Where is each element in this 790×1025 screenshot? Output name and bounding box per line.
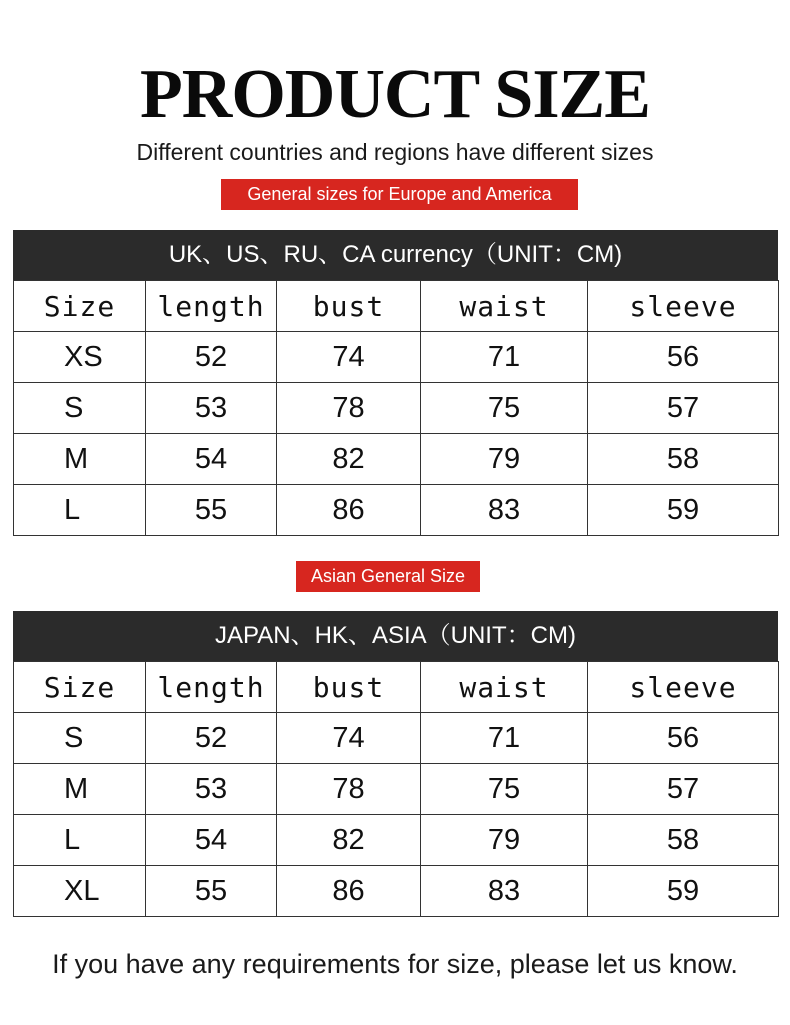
column-header-size: Size <box>14 281 146 332</box>
size-cell: L <box>14 485 146 536</box>
column-header-sleeve: sleeve <box>588 281 779 332</box>
column-header-length: length <box>146 662 277 713</box>
footer-note: If you have any requirements for size, please let us know. <box>52 949 738 979</box>
bust-cell: 78 <box>277 383 421 434</box>
column-header-bust: bust <box>277 662 421 713</box>
bust-cell: 82 <box>277 815 421 866</box>
section-tag-europe-america: General sizes for Europe and America <box>221 179 578 210</box>
bust-cell: 74 <box>277 332 421 383</box>
table-header-banner: UK、US、RU、CA currency（UNIT：CM) <box>13 230 778 280</box>
length-cell: 55 <box>146 866 277 917</box>
column-header-size: Size <box>14 662 146 713</box>
size-table <box>13 280 779 536</box>
sleeve-cell: 57 <box>588 764 779 815</box>
size-cell: S <box>14 713 146 764</box>
size-cell: M <box>14 434 146 485</box>
waist-cell: 75 <box>421 383 588 434</box>
sleeve-cell: 57 <box>588 383 779 434</box>
column-header-row <box>14 281 779 332</box>
table-row <box>14 332 779 383</box>
table-row <box>14 485 779 536</box>
waist-cell: 79 <box>421 815 588 866</box>
size-table-asian <box>13 611 778 917</box>
table-row <box>14 815 779 866</box>
size-cell: XL <box>14 866 146 917</box>
column-header-row <box>14 662 779 713</box>
bust-cell: 74 <box>277 713 421 764</box>
waist-cell: 71 <box>421 713 588 764</box>
size-table-europe-america <box>13 230 778 536</box>
waist-cell: 79 <box>421 434 588 485</box>
bust-cell: 86 <box>277 866 421 917</box>
size-cell: M <box>14 764 146 815</box>
page-title: PRODUCT SIZE <box>140 56 650 133</box>
length-cell: 54 <box>146 815 277 866</box>
length-cell: 54 <box>146 434 277 485</box>
bust-cell: 86 <box>277 485 421 536</box>
size-cell: XS <box>14 332 146 383</box>
length-cell: 55 <box>146 485 277 536</box>
bust-cell: 82 <box>277 434 421 485</box>
column-header-sleeve: sleeve <box>588 662 779 713</box>
page-subtitle: Different countries and regions have different sizes <box>136 139 654 165</box>
column-header-length: length <box>146 281 277 332</box>
column-header-waist: waist <box>421 662 588 713</box>
table-row <box>14 866 779 917</box>
waist-cell: 75 <box>421 764 588 815</box>
table-row <box>14 764 779 815</box>
sleeve-cell: 59 <box>588 866 779 917</box>
bust-cell: 78 <box>277 764 421 815</box>
length-cell: 53 <box>146 764 277 815</box>
column-header-bust: bust <box>277 281 421 332</box>
sleeve-cell: 56 <box>588 332 779 383</box>
waist-cell: 83 <box>421 866 588 917</box>
column-header-waist: waist <box>421 281 588 332</box>
sleeve-cell: 56 <box>588 713 779 764</box>
length-cell: 52 <box>146 332 277 383</box>
table-row <box>14 383 779 434</box>
length-cell: 52 <box>146 713 277 764</box>
table-row <box>14 434 779 485</box>
table-header-banner: JAPAN、HK、ASIA（UNIT：CM) <box>13 611 778 661</box>
length-cell: 53 <box>146 383 277 434</box>
size-cell: L <box>14 815 146 866</box>
sleeve-cell: 59 <box>588 485 779 536</box>
size-cell: S <box>14 383 146 434</box>
sleeve-cell: 58 <box>588 815 779 866</box>
sleeve-cell: 58 <box>588 434 779 485</box>
waist-cell: 83 <box>421 485 588 536</box>
table-row <box>14 713 779 764</box>
waist-cell: 71 <box>421 332 588 383</box>
section-tag-asian: Asian General Size <box>296 561 480 592</box>
size-table <box>13 661 779 917</box>
